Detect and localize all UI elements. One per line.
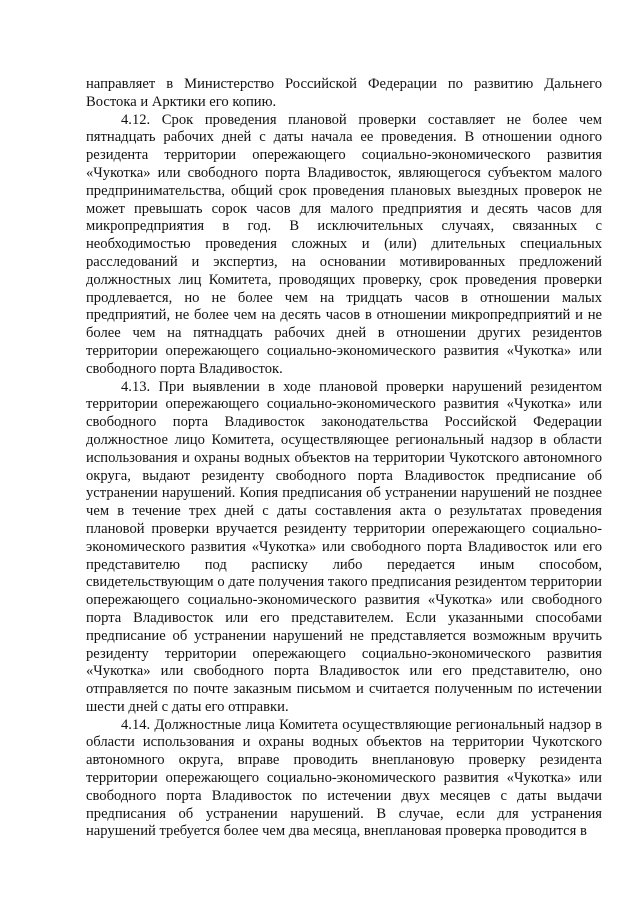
paragraph-4-13: 4.13. При выявлении в ходе плановой проверки нарушений резидентом территории опережающего социально-экономического развития «Чукотка» или свободного порта Владивосток законодательства Российской Федерации должностное лицо Комитета, осуществляющее региональный надзор в области использования и охраны водных объектов на территории Чукотского автономного округа, выдают резиденту свободного порта Владивосток предписание об устранении нарушений. Копия предписания об устранении нарушений не позднее чем в течение трех дней с даты составления акта о результатах проведения плановой проверки вручается резиденту территории опережающего социально-экономического развития «Чукотка» или свободного порта Владивосток или его представителю под расписку либо передается иным способом, свидетельствующим о дате получения такого предписания резидентом территории опережающего социально-экономического развития «Чукотка» или свободного порта Владивосток или его представителем. Если указанными способами предписание об устранении нарушений не представляется возможным вручить резиденту территории опережающего социально-экономического развития «Чукотка» или свободного порта Владивосток или его представителю, оно отправляется по почте заказным письмом и считается полученным по истечении шести дней с даты его отправки. bbox=[86, 378, 602, 715]
document-body bbox=[86, 76, 602, 841]
paragraph-4-14: 4.14. Должностные лица Комитета осуществляющие региональный надзор в области использования и охраны водных объектов на территории Чукотского автономного округа, вправе проводить внеплановую проверку резидента территории опережающего социально-экономического развития «Чукотка» или свободного порта Владивосток по истечении двух месяцев с даты выдачи предписания об устранении нарушений. В случае, если для устранения нарушений требуется более чем два месяца, внеплановая проверка проводится в bbox=[86, 716, 602, 840]
paragraph-continuation: направляет в Министерство Российской Федерации по развитию Дальнего Востока и Арктики его копию. bbox=[86, 76, 602, 110]
paragraph-4-12: 4.12. Срок проведения плановой проверки составляет не более чем пятнадцать рабочих дней с даты начала ее проведения. В отношении одного резидента территории опережающего социально-экономического развития «Чукотка» или свободного порта Владивосток, являющегося субъектом малого предпринимательства, общий срок проведения плановых выездных проверок не может превышать сорок часов для малого предприятия и десять часов для микропредприятия в год. В исключительных случаях, связанных с необходимостью проведения сложных и (или) длительных специальных расследований и экспертиз, на основании мотивированных предложений должностных лиц Комитета, проводящих проверку, срок проведения проверки продлевается, но не более чем на тридцать часов в отношении малых предприятий, не более чем на десять часов в отношении микропредприятий и не более чем на пятнадцать рабочих дней в отношении других резидентов территории опережающего социально-экономического развития «Чукотка» или свободного порта Владивосток. bbox=[86, 111, 602, 377]
